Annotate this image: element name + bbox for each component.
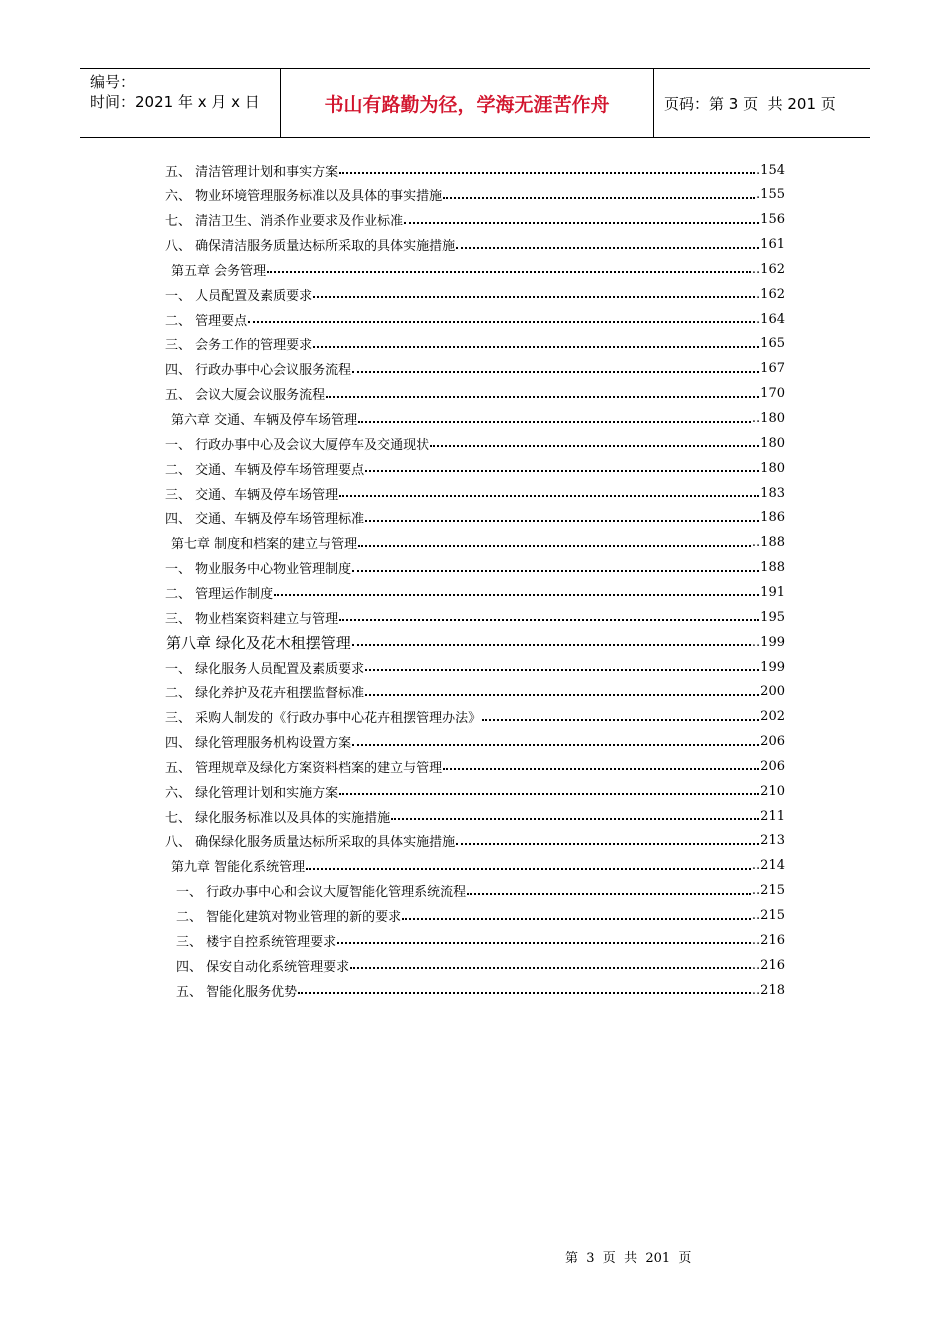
toc-entry-page: 195 [760, 609, 785, 625]
dot-leader [365, 520, 759, 522]
dot-leader [267, 271, 751, 273]
dot-leader [352, 570, 759, 572]
toc-entry-title: 一、 行政办事中心及会议大厦停车及交通现状 [165, 437, 430, 453]
toc-entry-page: .162 [756, 286, 785, 302]
toc-entry-page: 167 [760, 361, 785, 377]
toc-entry-title: 四、 交通、车辆及停车场管理标准 [165, 512, 365, 528]
toc-entry-page: 188 [760, 560, 785, 576]
toc-entry[interactable] [166, 632, 785, 652]
toc-entry[interactable] [165, 508, 785, 528]
toc-entry[interactable] [165, 384, 785, 404]
toc-entry[interactable] [176, 906, 785, 926]
dot-leader [352, 644, 751, 646]
toc-entry[interactable] [165, 781, 785, 801]
dot-leader [339, 495, 759, 497]
toc-entry-page: ..199 [751, 634, 785, 650]
toc-entry[interactable] [171, 259, 785, 279]
toc-entry-page: 183 [760, 485, 785, 501]
dot-leader [365, 470, 759, 472]
dot-leader [404, 222, 759, 224]
toc-entry[interactable] [165, 359, 785, 379]
toc-entry-title: 第九章 智能化系统管理 [171, 860, 306, 876]
toc-entry-title: 三、 楼宇自控系统管理要求 [176, 934, 337, 950]
toc-entry-page: ..180 [751, 411, 785, 426]
toc-entry[interactable] [171, 856, 785, 876]
toc-entry[interactable] [165, 806, 785, 826]
dot-leader [365, 694, 759, 696]
dot-leader [313, 296, 755, 298]
dot-leader [274, 594, 759, 596]
toc-entry-title: 八、 确保清洁服务质量达标所采取的具体实施措施 [165, 239, 456, 255]
dot-leader [306, 868, 751, 870]
toc-entry-title: 二、 管理运作制度 [165, 586, 274, 602]
dot-leader [456, 843, 759, 845]
toc-entry[interactable] [165, 607, 785, 627]
toc-entry-title: 四、 绿化管理服务机构设置方案 [165, 736, 352, 752]
toc-entry[interactable] [171, 533, 785, 553]
toc-entry[interactable] [165, 210, 785, 230]
toc-entry-page: 210 [760, 783, 785, 799]
toc-entry-title: 三、 采购人制发的《行政办事中心花卉租摆管理办法》 [165, 711, 482, 727]
toc-entry[interactable] [165, 831, 785, 851]
toc-entry-page: .164 [756, 311, 785, 327]
toc-entry-title: 七、 绿化服务标准以及具体的实施措施 [165, 810, 391, 826]
toc-entry-page: .155 [756, 187, 785, 203]
toc-entry-title: 四、 行政办事中心会议服务流程 [165, 363, 352, 379]
toc-entry-title: 第六章 交通、车辆及停车场管理 [171, 413, 358, 428]
toc-entry[interactable] [165, 433, 785, 453]
toc-entry[interactable] [165, 160, 785, 180]
dot-leader [456, 247, 759, 249]
toc-entry-page: ..215 [751, 908, 785, 923]
dot-leader [248, 321, 755, 323]
footer-page-number: 第 3 页 共 201 页 [565, 1251, 692, 1266]
toc-entry[interactable] [165, 682, 785, 702]
dot-leader [339, 619, 759, 621]
toc-entry-page: 156 [760, 212, 785, 228]
toc-entry-title: 二、 管理要点 [165, 313, 248, 329]
toc-entry-page: ..214 [751, 858, 785, 874]
toc-entry-page: 186 [760, 510, 785, 526]
page-info-text: 页码：第 3 页 共 201 页 [664, 94, 836, 113]
page-header [80, 68, 870, 138]
dot-leader [358, 545, 751, 547]
toc-entry-page: 180 [760, 435, 785, 451]
toc-entry-page: ..216 [751, 932, 785, 948]
toc-entry-title: 二、 绿化养护及花卉租摆监督标准 [165, 686, 365, 702]
toc-entry[interactable] [165, 707, 785, 727]
toc-entry[interactable] [171, 409, 785, 429]
dot-leader [352, 744, 759, 746]
toc-entry-title: 五、 清洁管理计划和事实方案 [165, 164, 339, 180]
toc-entry-page: ..162 [751, 261, 785, 277]
toc-entry-page: 191 [760, 584, 785, 600]
toc-entry[interactable] [165, 657, 785, 677]
toc-entry-title: 四、 保安自动化系统管理要求 [176, 959, 350, 975]
header-motto: 书山有路勤为径，学海无涯苦作舟 [281, 69, 654, 137]
toc-entry-title: 五、 管理规章及绿化方案资料档案的建立与管理 [165, 760, 443, 776]
toc-entry-page: 200 [760, 684, 785, 700]
toc-entry-page: ..188 [751, 535, 785, 551]
dot-leader [402, 918, 751, 920]
dot-leader [391, 818, 759, 820]
toc-entry[interactable] [165, 284, 785, 304]
toc-entry-title: 二、 智能化建筑对物业管理的新的要求 [176, 910, 402, 925]
dot-leader [313, 346, 759, 348]
toc-entry-page: 161 [760, 237, 785, 253]
toc-entry-page: ..216 [751, 957, 785, 973]
toc-entry-title: 三、 物业档案资料建立与管理 [165, 611, 339, 627]
dot-leader [430, 445, 759, 447]
time-label: 时间：2021 年 x 月 x 日 [90, 93, 260, 111]
number-label: 编号： [90, 73, 136, 91]
toc-entry-title: 八、 确保绿化服务质量达标所采取的具体实施措施 [165, 835, 456, 851]
toc-entry[interactable] [165, 185, 785, 205]
toc-entry-title: 六、 物业环境管理服务标准以及具体的事实措施 [165, 189, 443, 205]
toc-entry-title: 五、 会议大厦会议服务流程 [165, 388, 326, 404]
dot-leader [443, 768, 759, 770]
toc-entry-page: 202 [760, 709, 785, 725]
dot-leader [298, 992, 751, 994]
toc-entry-page: 180 [760, 460, 785, 476]
toc-entry[interactable] [165, 483, 785, 503]
toc-entry[interactable] [165, 235, 785, 255]
toc-entry-page: 170 [760, 386, 785, 402]
toc-entry-page: 165 [760, 336, 785, 352]
dot-leader [326, 396, 759, 398]
dot-leader [339, 793, 759, 795]
dot-leader [365, 669, 759, 671]
toc-entry-title: 三、 交通、车辆及停车场管理 [165, 487, 339, 503]
toc-entry-title: 五、 智能化服务优势 [176, 984, 298, 1000]
toc-entry-page: ..218 [751, 982, 785, 998]
toc-entry-title: 七、 清洁卫生、消杀作业要求及作业标准 [165, 214, 404, 230]
dot-leader [467, 893, 751, 895]
toc-entry[interactable] [176, 980, 785, 1000]
toc-entry-page: 206 [760, 734, 785, 750]
toc-entry-page: .154 [756, 162, 785, 178]
dot-leader [337, 942, 751, 944]
dot-leader [350, 967, 751, 969]
toc-entry-title: 三、 会务工作的管理要求 [165, 338, 313, 354]
dot-leader [352, 371, 759, 373]
toc-entry-page: 211 [760, 808, 785, 824]
toc-entry-page: 206 [760, 758, 785, 774]
toc-entry[interactable] [165, 558, 785, 578]
toc-entry[interactable] [165, 309, 785, 329]
toc-entry-title: 一、 物业服务中心物业管理制度 [165, 562, 352, 578]
toc-entry-title: 第五章 会务管理 [171, 263, 267, 279]
toc-entry-page: 213 [760, 833, 785, 849]
toc-entry-title: 二、 交通、车辆及停车场管理要点 [165, 462, 365, 478]
toc-entry-title: 第七章 制度和档案的建立与管理 [171, 537, 358, 553]
header-meta [80, 69, 281, 137]
toc-entry-title: 一、 人员配置及素质要求 [165, 288, 313, 304]
dot-leader [443, 197, 755, 199]
toc-entry[interactable] [176, 930, 785, 950]
dot-leader [339, 172, 755, 174]
toc-entry[interactable] [165, 334, 785, 354]
toc-entry-title: 一、 行政办事中心和会议大厦智能化管理系统流程 [176, 885, 467, 901]
toc-entry[interactable] [176, 881, 785, 901]
dot-leader [482, 719, 759, 721]
toc-entry-title: 一、 绿化服务人员配置及素质要求 [165, 661, 365, 677]
header-page-info [654, 69, 870, 137]
toc-entry[interactable] [165, 582, 785, 602]
toc-entry[interactable] [176, 955, 785, 975]
toc-entry-page: ..215 [751, 883, 785, 899]
dot-leader [358, 421, 751, 423]
toc-entry-title: 六、 绿化管理计划和实施方案 [165, 785, 339, 801]
toc-entry-page: 199 [760, 659, 785, 675]
toc-entry[interactable] [165, 458, 785, 478]
toc-entry-title: 第八章 绿化及花木租摆管理 [166, 633, 351, 652]
toc-entry[interactable] [165, 732, 785, 752]
toc-entry[interactable] [165, 756, 785, 776]
